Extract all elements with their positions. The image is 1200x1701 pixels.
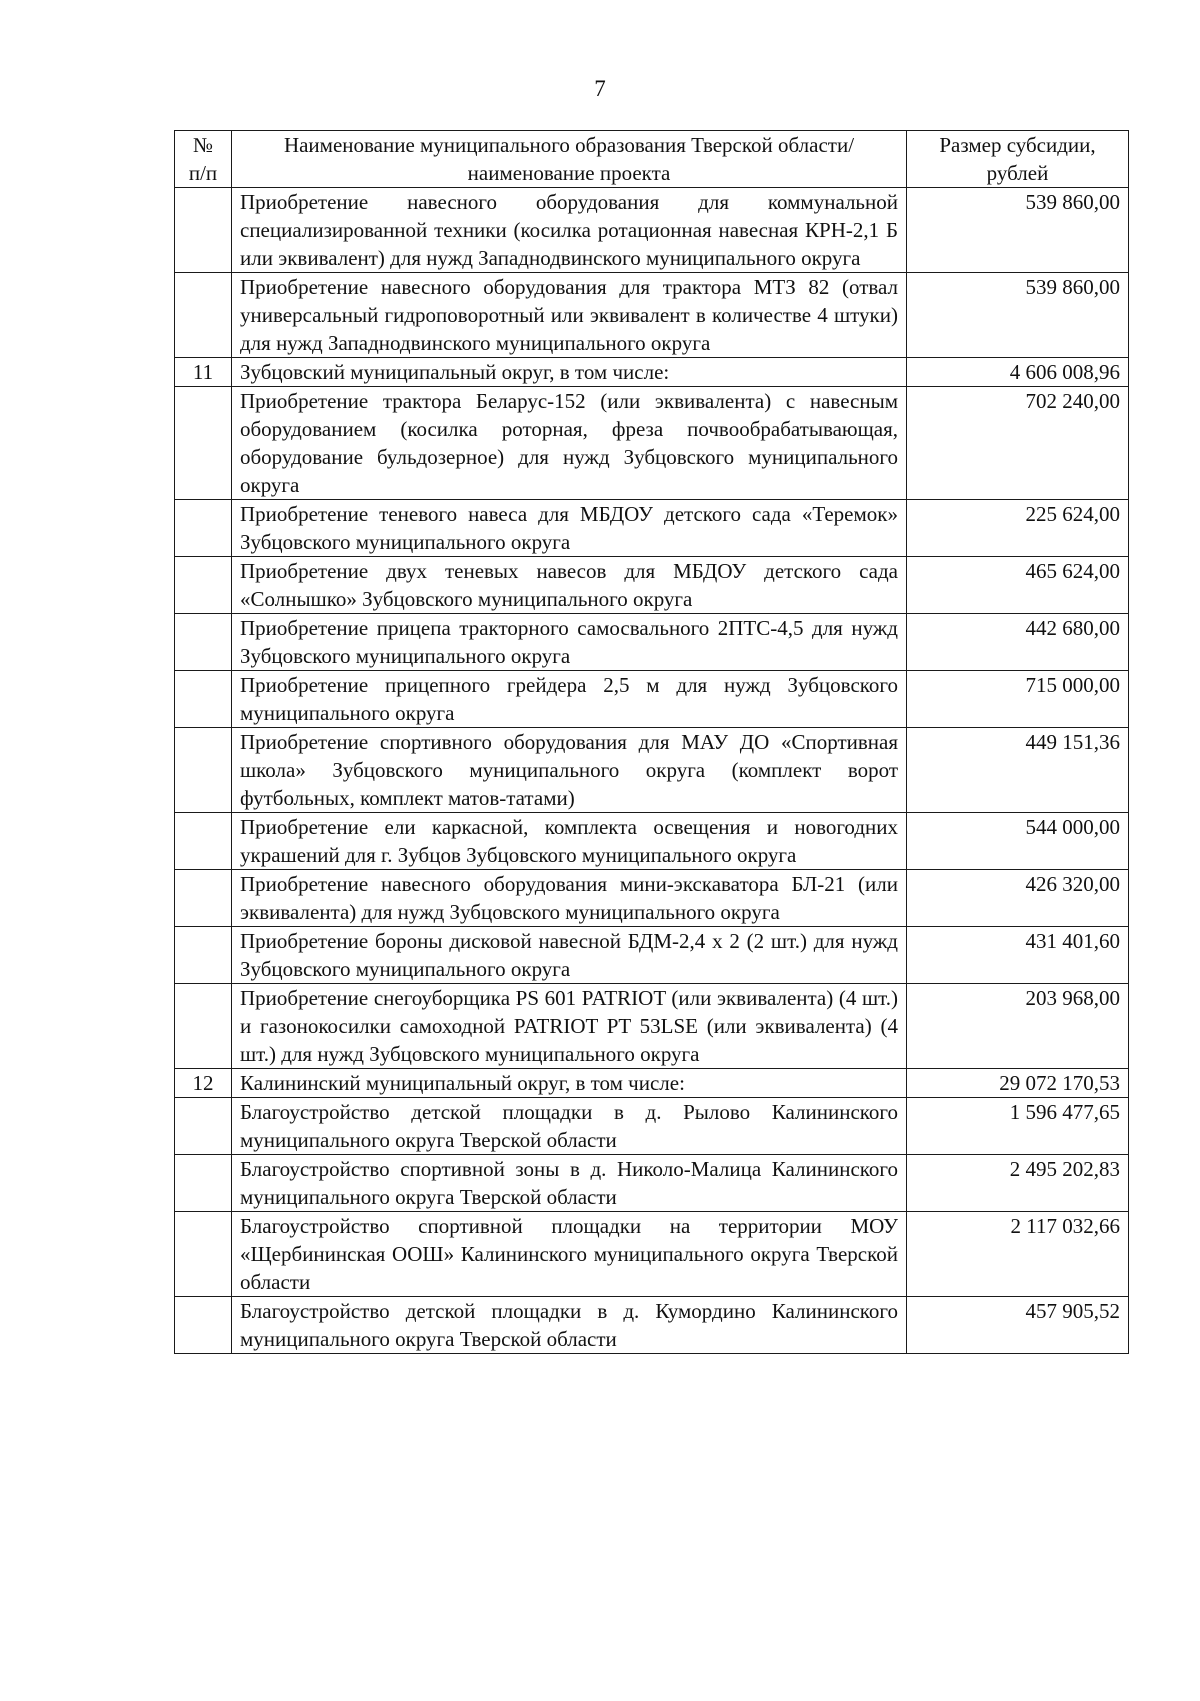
table-row bbox=[175, 614, 1129, 671]
row-name: Приобретение трактора Беларус-152 (или эквивалента) с навесным оборудованием (косилка роторная, фреза почвообрабатывающая, оборудование бульдозерное) для нужд Зубцовского муниципального округа bbox=[232, 387, 907, 500]
row-number bbox=[175, 728, 232, 813]
row-number bbox=[175, 984, 232, 1069]
table-row bbox=[175, 927, 1129, 984]
row-amount: 442 680,00 bbox=[907, 614, 1129, 671]
row-amount: 715 000,00 bbox=[907, 671, 1129, 728]
row-number bbox=[175, 557, 232, 614]
row-amount: 539 860,00 bbox=[907, 188, 1129, 273]
table-row bbox=[175, 188, 1129, 273]
row-amount: 2 117 032,66 bbox=[907, 1212, 1129, 1297]
row-amount: 4 606 008,96 bbox=[907, 358, 1129, 387]
row-name: Приобретение прицепа тракторного самосвального 2ПТС-4,5 для нужд Зубцовского муниципального округа bbox=[232, 614, 907, 671]
row-amount: 539 860,00 bbox=[907, 273, 1129, 358]
table-row bbox=[175, 671, 1129, 728]
row-name: Благоустройство детской площадки в д. Рылово Калининского муниципального округа Тверской области bbox=[232, 1098, 907, 1155]
table-header-row bbox=[175, 131, 1129, 188]
table-row bbox=[175, 813, 1129, 870]
row-amount: 702 240,00 bbox=[907, 387, 1129, 500]
table-row bbox=[175, 557, 1129, 614]
row-amount: 449 151,36 bbox=[907, 728, 1129, 813]
row-name: Приобретение навесного оборудования мини-экскаватора БЛ-21 (или эквивалента) для нужд Зубцовского муниципального округа bbox=[232, 870, 907, 927]
row-name: Приобретение прицепного грейдера 2,5 м для нужд Зубцовского муниципального округа bbox=[232, 671, 907, 728]
row-name: Приобретение ели каркасной, комплекта освещения и новогодних украшений для г. Зубцов Зубцовского муниципального округа bbox=[232, 813, 907, 870]
table-row bbox=[175, 984, 1129, 1069]
subsidy-table bbox=[174, 130, 1129, 1354]
row-number bbox=[175, 870, 232, 927]
row-amount: 203 968,00 bbox=[907, 984, 1129, 1069]
row-name: Приобретение навесного оборудования для трактора МТЗ 82 (отвал универсальный гидроповоротный или эквивалент в количестве 4 штуки) для нужд Западнодвинского муниципального округа bbox=[232, 273, 907, 358]
row-amount: 2 495 202,83 bbox=[907, 1155, 1129, 1212]
row-number bbox=[175, 1098, 232, 1155]
table-row bbox=[175, 728, 1129, 813]
table-row bbox=[175, 273, 1129, 358]
row-number bbox=[175, 500, 232, 557]
row-amount: 426 320,00 bbox=[907, 870, 1129, 927]
table-row bbox=[175, 1212, 1129, 1297]
row-number bbox=[175, 927, 232, 984]
row-number bbox=[175, 273, 232, 358]
row-name: Калининский муниципальный округ, в том числе: bbox=[232, 1069, 907, 1098]
row-name: Благоустройство детской площадки в д. Кумордино Калининского муниципального округа Тверской области bbox=[232, 1297, 907, 1354]
row-name: Зубцовский муниципальный округ, в том числе: bbox=[232, 358, 907, 387]
table-row bbox=[175, 500, 1129, 557]
row-name: Благоустройство спортивной площадки на территории МОУ «Щербининская ООШ» Калининского муниципального округа Тверской области bbox=[232, 1212, 907, 1297]
row-name: Приобретение двух теневых навесов для МБДОУ детского сада «Солнышко» Зубцовского муниципального округа bbox=[232, 557, 907, 614]
row-amount: 457 905,52 bbox=[907, 1297, 1129, 1354]
row-number bbox=[175, 671, 232, 728]
table-row-group bbox=[175, 358, 1129, 387]
row-number bbox=[175, 387, 232, 500]
row-amount: 544 000,00 bbox=[907, 813, 1129, 870]
row-amount: 225 624,00 bbox=[907, 500, 1129, 557]
row-name: Приобретение бороны дисковой навесной БДМ-2,4 х 2 (2 шт.) для нужд Зубцовского муниципального округа bbox=[232, 927, 907, 984]
page-number: 7 bbox=[594, 76, 606, 101]
table-body bbox=[175, 188, 1129, 1354]
row-number bbox=[175, 188, 232, 273]
table-row bbox=[175, 387, 1129, 500]
table-row-group bbox=[175, 1069, 1129, 1098]
row-number: 12 bbox=[175, 1069, 232, 1098]
header-amount: Размер субсидии, рублей bbox=[907, 131, 1129, 188]
table-row bbox=[175, 1297, 1129, 1354]
row-name: Благоустройство спортивной зоны в д. Николо-Малица Калининского муниципального округа Тверской области bbox=[232, 1155, 907, 1212]
row-number bbox=[175, 614, 232, 671]
header-num: № п/п bbox=[175, 131, 232, 188]
table-row bbox=[175, 870, 1129, 927]
header-name: Наименование муниципального образования Тверской области/наименование проекта bbox=[232, 131, 907, 188]
row-name: Приобретение спортивного оборудования для МАУ ДО «Спортивная школа» Зубцовского муниципального округа (комплект ворот футбольных, комплект матов-татами) bbox=[232, 728, 907, 813]
row-amount: 1 596 477,65 bbox=[907, 1098, 1129, 1155]
row-number bbox=[175, 1297, 232, 1354]
row-number: 11 bbox=[175, 358, 232, 387]
row-name: Приобретение теневого навеса для МБДОУ детского сада «Теремок» Зубцовского муниципального округа bbox=[232, 500, 907, 557]
table-row bbox=[175, 1098, 1129, 1155]
row-number bbox=[175, 1212, 232, 1297]
row-number bbox=[175, 1155, 232, 1212]
row-amount: 431 401,60 bbox=[907, 927, 1129, 984]
row-amount: 29 072 170,53 bbox=[907, 1069, 1129, 1098]
row-amount: 465 624,00 bbox=[907, 557, 1129, 614]
row-name: Приобретение снегоуборщика PS 601 PATRIOT (или эквивалента) (4 шт.) и газонокосилки самоходной PATRIOT PT 53LSE (или эквивалента) (4 шт.) для нужд Зубцовского муниципального округа bbox=[232, 984, 907, 1069]
row-name: Приобретение навесного оборудования для коммунальной специализированной техники (косилка ротационная навесная КРН-2,1 Б или эквивалент) для нужд Западнодвинского муниципального округа bbox=[232, 188, 907, 273]
row-number bbox=[175, 813, 232, 870]
table-row bbox=[175, 1155, 1129, 1212]
